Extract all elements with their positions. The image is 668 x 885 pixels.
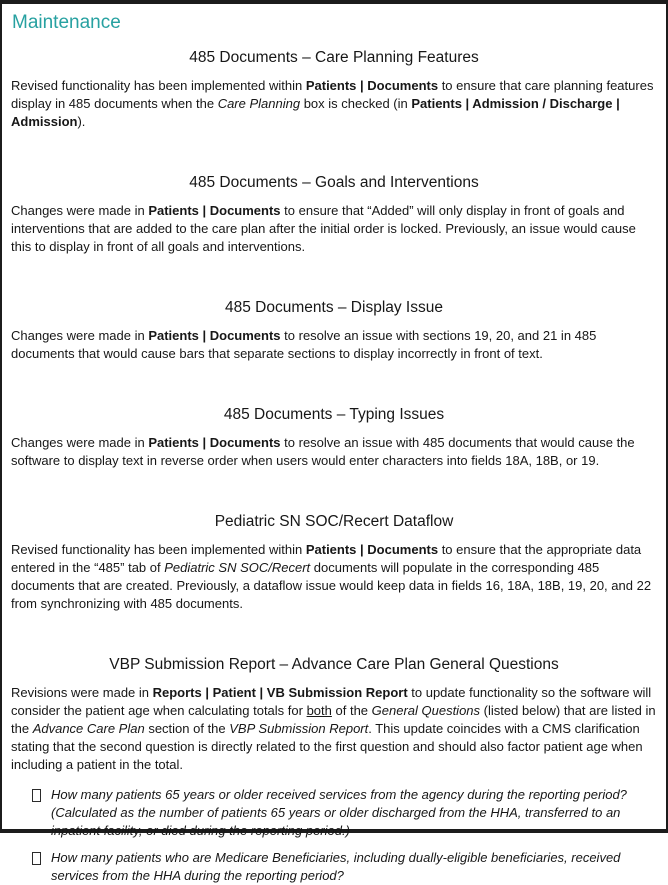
section-care-planning-features [11, 48, 657, 131]
section-paragraph: Revisions were made in Reports | Patient | VB Submission Report to update functionality so the software will consider the patient age when calculating totals for both of the General Questions (listed below) that are listed in the Advance Care Plan section of the VBP Submission Report. This update coincides with a CMS clarification stating that the second question is directly related to the first question and should also factor patient age when including a patient in the total. [11, 685, 656, 772]
section-heading: 485 Documents – Care Planning Features [189, 49, 479, 66]
section-paragraph: Revised functionality has been implemented within Patients | Documents to ensure that the appropriate data entered in the “485” tab of Pediatric SN SOC/Recert documents will populate in the corresponding 485 documents that are created. Previously, a dataflow issue would keep data in fields 16, 18A, 18B, 19, 20, and 22 from synchronizing with 485 documents. [11, 542, 652, 611]
section-paragraph: Revised functionality has been implemented within Patients | Documents to ensure that care planning features display in 485 documents when the Care Planning box is checked (in Patients | Admission / Discharge | Admission). [11, 78, 654, 129]
bullet-text: How many patients 65 years or older received services from the agency during the reporting period? (Calculated as the number of patients 65 years or older discharged from the HHA, transferred to an inpatient facility, or died during the reporting period.) [51, 787, 627, 838]
section-display-issue [11, 298, 657, 363]
section-paragraph: Changes were made in Patients | Documents to resolve an issue with 485 documents that would cause the software to display text in reverse order when users would enter characters into fields 18A, 18B, or 19. [11, 435, 635, 468]
section-paragraph: Changes were made in Patients | Documents to ensure that “Added” will only display in front of goals and interventions that are added to the care plan after the initial order is locked. Previously, an issue would cause this to display in front of all goals and interventions. [11, 203, 636, 254]
section-heading: VBP Submission Report – Advance Care Plan General Questions [109, 656, 559, 673]
bullet-item [11, 786, 657, 840]
section-paragraph: Changes were made in Patients | Documents to resolve an issue with sections 19, 20, and 21 in 485 documents that would cause bars that separate sections to display incorrectly in front of text. [11, 328, 597, 361]
section-typing-issues [11, 405, 657, 470]
section-heading: 485 Documents – Display Issue [225, 299, 443, 316]
hollow-square-bullet-icon [32, 852, 41, 865]
section-heading: 485 Documents – Goals and Interventions [189, 174, 479, 191]
bullet-item [11, 849, 657, 885]
bullet-text: How many patients who are Medicare Beneficiaries, including dually-eligible beneficiaries, received services from the HHA during the reporting period? [51, 850, 621, 883]
section-heading: 485 Documents – Typing Issues [223, 406, 445, 423]
section-pediatric-dataflow [11, 512, 657, 613]
section-vbp-submission-report [11, 655, 657, 885]
section-goals-and-interventions [11, 173, 657, 256]
hollow-square-bullet-icon [32, 789, 41, 802]
question-bullet-list [11, 786, 657, 885]
page-title: Maintenance [12, 12, 121, 33]
section-heading: Pediatric SN SOC/Recert Dataflow [214, 513, 454, 530]
